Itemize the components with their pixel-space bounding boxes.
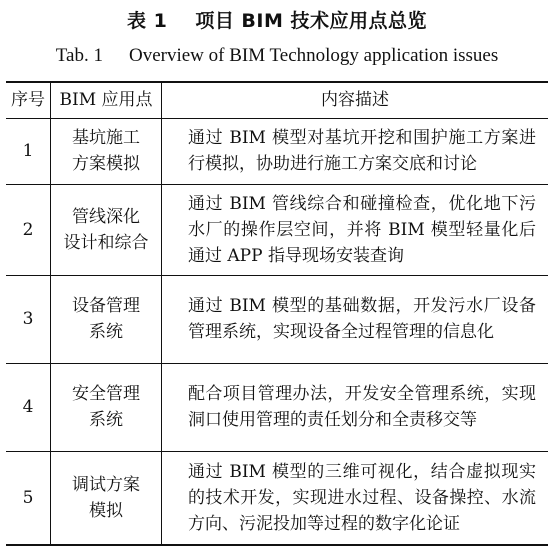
table-row xyxy=(6,363,548,451)
bim-point-line: 模拟 xyxy=(89,500,123,521)
row-bim-point xyxy=(51,275,162,363)
table-row xyxy=(6,275,548,363)
bim-point-line: 系统 xyxy=(89,322,123,342)
bim-point-line: 设备管理 xyxy=(72,296,140,316)
row-index: 2 xyxy=(6,184,51,275)
table-title-cn: 项目 BIM 技术应用点总览 xyxy=(195,10,428,32)
row-index: 4 xyxy=(6,363,51,451)
table-row xyxy=(6,184,548,275)
row-bim-point xyxy=(51,118,162,184)
bim-overview-table xyxy=(6,81,548,546)
table-title-en: Overview of BIM Technology application issues xyxy=(128,45,499,66)
table-number-en: Tab. 1 xyxy=(55,45,103,66)
table-caption-en xyxy=(0,43,554,69)
bim-point-line: 安全管理 xyxy=(72,384,140,404)
bim-point-line: 方案模拟 xyxy=(72,154,140,174)
row-index: 3 xyxy=(6,275,51,363)
bim-point-line: 管线深化 xyxy=(72,206,140,227)
row-index: 1 xyxy=(6,118,51,184)
table-row xyxy=(6,118,548,184)
row-bim-point xyxy=(51,363,162,451)
row-bim-point xyxy=(51,451,162,545)
row-description: 配合项目管理办法，开发安全管理系统，实现洞口使用管理的责任划分和全责移交等 xyxy=(188,384,536,430)
row-description: 通过 BIM 管线综合和碰撞检查，优化地下污水厂的操作层空间，并将 BIM 模型轻量化后通过 APP 指导现场安装查询 xyxy=(188,193,536,266)
header-bim-point: BIM 应用点 xyxy=(51,82,162,118)
row-description: 通过 BIM 模型的基础数据，开发污水厂设备管理系统，实现设备全过程管理的信息化 xyxy=(188,296,536,342)
table-caption-cn xyxy=(0,8,554,34)
row-index: 5 xyxy=(6,451,51,545)
bim-point-line: 设计和综合 xyxy=(63,232,149,253)
bim-point-line: 系统 xyxy=(89,410,123,430)
row-bim-point xyxy=(51,184,162,275)
row-description: 通过 BIM 模型的三维可视化，结合虚拟现实的技术开发，实现进水过程、设备操控、水流方向、污泥投加等过程的数字化论证 xyxy=(188,461,536,534)
table-header-row xyxy=(6,82,548,118)
header-index: 序号 xyxy=(6,82,51,118)
bim-point-line: 调试方案 xyxy=(72,474,140,495)
table-number-cn: 表 1 xyxy=(126,10,168,32)
row-description: 通过 BIM 模型对基坑开挖和围护施工方案进行模拟，协助进行施工方案交底和讨论 xyxy=(188,128,536,174)
table-row xyxy=(6,451,548,545)
bim-point-line: 基坑施工 xyxy=(72,128,140,148)
header-description: 内容描述 xyxy=(321,90,389,111)
